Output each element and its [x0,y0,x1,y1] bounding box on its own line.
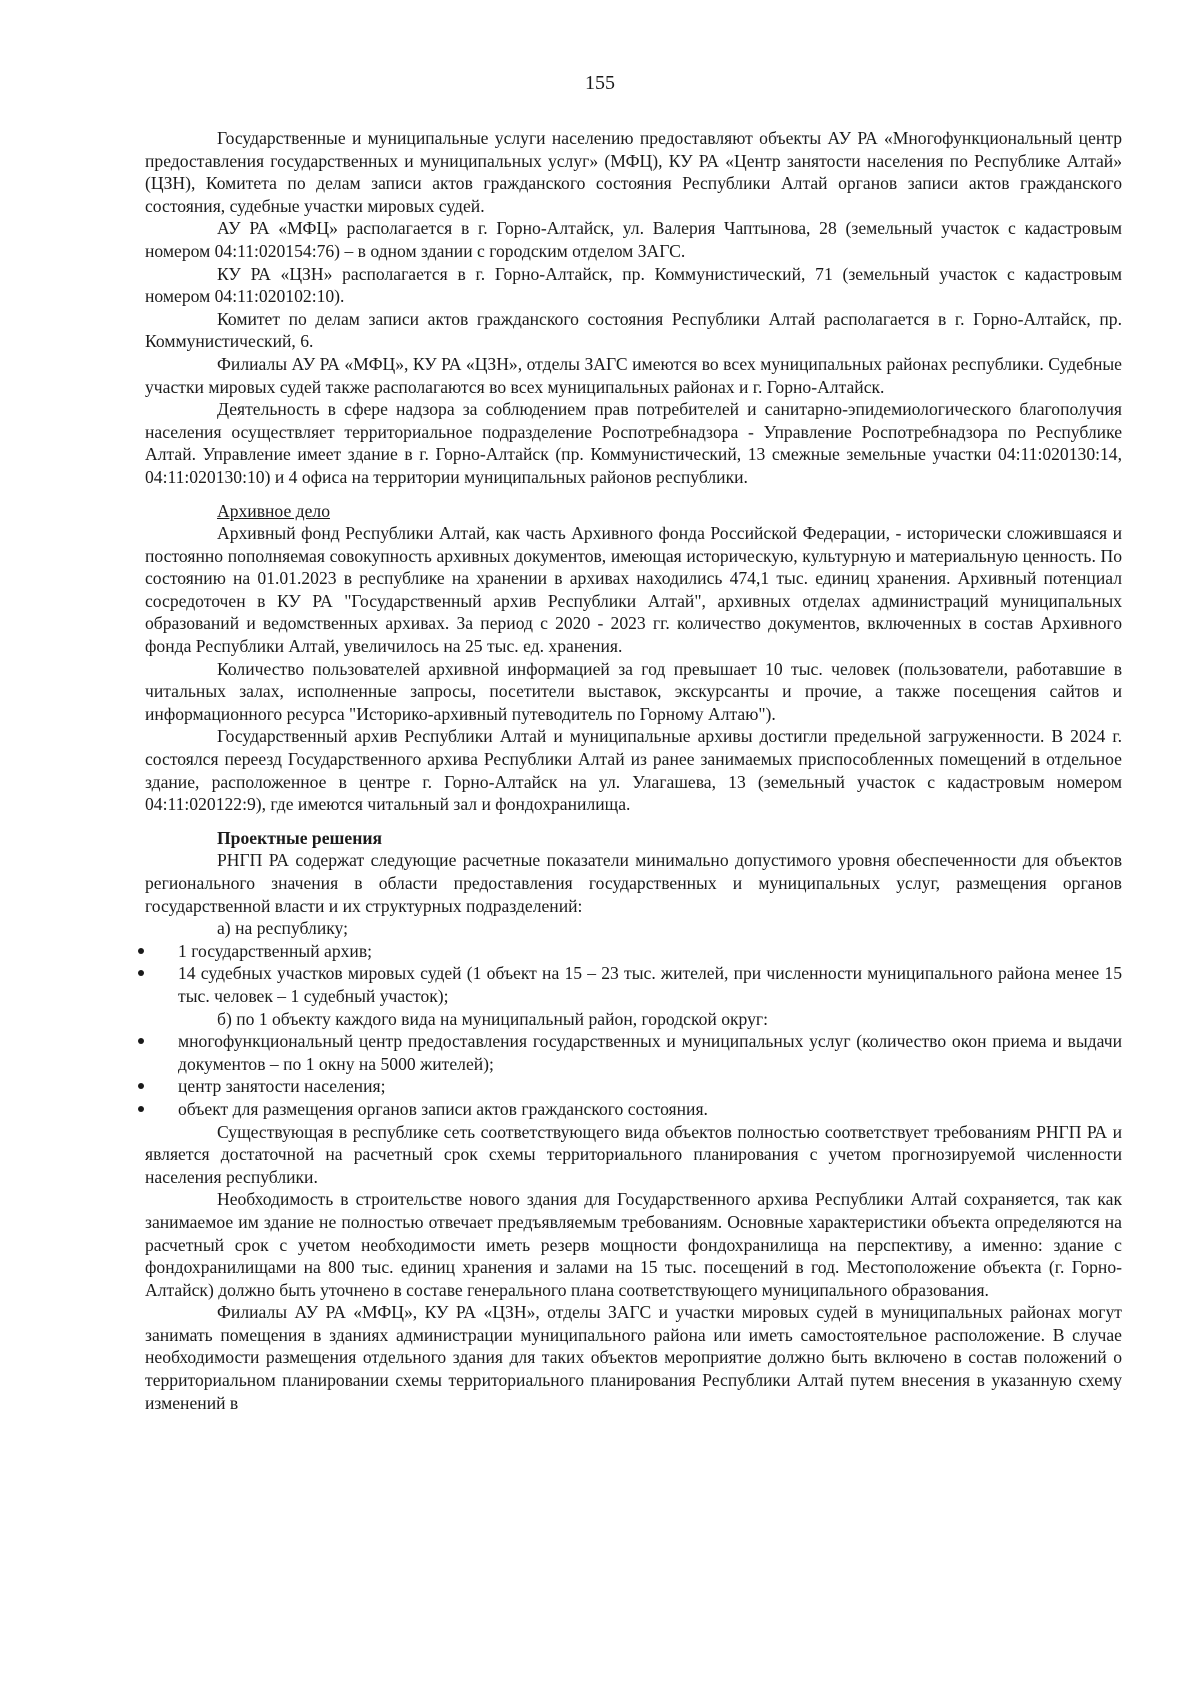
list-item-text: объект для размещения органов записи актов гражданского состояния. [178,1098,708,1119]
page-number: 155 [585,72,615,94]
intro-paragraph-6: Деятельность в сфере надзора за соблюдением прав потребителей и санитарно-эпидемиологического благополучия населения осуществляет территориальное подразделение Роспотребнадзора - Управление Роспотребнадзора по Республике Алтай. Управление имеет здание в г. Горно-Алтайск (пр. Коммунистический, 13 смежные земельные участки 04:11:020130:14, 04:11:020130:10) и 4 офиса на территории муниципальных районов республики. [145,399,1122,487]
list-item-text: многофункциональный центр предоставления государственных и муниципальных услуг (количество окон приема и выдачи документов – по 1 окну на 5000 жителей); [178,1031,1122,1074]
solutions-intro: РНГП РА содержат следующие расчетные показатели минимально допустимого уровня обеспеченности для объектов регионального значения в области предоставления государственных и муниципальных услуг, размещения органов государственной власти и их структурных подразделений: [145,850,1122,916]
solutions-sub-b: б) по 1 объекту каждого вида на муниципальный район, городской округ: [217,1008,769,1029]
archive-paragraph-1: Архивный фонд Республики Алтай, как часть Архивного фонда Российской Федерации, - исторически сложившаяся и постоянно пополняемая совокупность архивных документов, имеющая историческую, культурную и материальную ценность. По состоянию на 01.01.2023 в республике на хранении в архивах находились 474,1 тыс. единиц хранения. Архивный потенциал сосредоточен в КУ РА "Государственный архив Республики Алтай", архивных отделах администраций муниципальных образований и ведомственных архивах. За период с 2020 - 2023 гг. количество документов, включенных в состав Архивного фонда Республики Алтай, увеличилось на 25 тыс. ед. хранения. [145,523,1122,657]
list-item [145,940,1122,963]
list-item [145,1030,1122,1075]
list-item [145,962,1122,1007]
list-a [145,940,1122,1008]
list-item [145,1098,1122,1121]
intro-paragraph-2: АУ РА «МФЦ» располагается в г. Горно-Алтайск, ул. Валерия Чаптынова, 28 (земельный участок с кадастровым номером 04:11:020154:76) – в одном здании с городским отделом ЗАГС. [145,218,1122,261]
archive-paragraph-2: Количество пользователей архивной информацией за год превышает 10 тыс. человек (пользователи, работавшие в читальных залах, исполненные запросы, посетители выставок, экскурсанты и прочие, а также посещения сайтов и информационного ресурса "Историко-архивный путеводитель по Горному Алтаю"). [145,658,1122,724]
archive-paragraph-3: Государственный архив Республики Алтай и муниципальные архивы достигли предельной загруженности. В 2024 г. состоялся переезд Государственного архива Республики Алтай из ранее занимаемых приспособленных помещений в отдельное здание, расположенное в центре г. Горно-Алтайск на ул. Улагашева, 13 (земельный участок с кадастровым номером 04:11:020122:9), где имеются читальный зал и фондохранилища. [145,726,1122,815]
bullet-icon [138,970,144,976]
bullet-icon [138,1106,144,1112]
solutions-sub-a: а) на республику; [217,918,348,939]
intro-paragraph-3: КУ РА «ЦЗН» располагается в г. Горно-Алтайск, пр. Коммунистический, 71 (земельный участок с кадастровым номером 04:11:020102:10). [145,263,1122,307]
intro-paragraph-1: Государственные и муниципальные услуги населению предоставляют объекты АУ РА «Многофункциональный центр предоставления государственных и муниципальных услуг» (МФЦ), КУ РА «Центр занятости населения по Республике Алтай» (ЦЗН), Комитета по делам записи актов гражданского состояния Республики Алтай органов записи актов гражданского состояния, судебные участки мировых судей. [145,128,1122,216]
bullet-icon [138,1038,144,1044]
list-item-text: центр занятости населения; [178,1076,386,1097]
document-body [145,127,1122,1414]
solutions-paragraph-2: Необходимость в строительстве нового здания для Государственного архива Республики Алтай сохраняется, так как занимаемое им здание не полностью отвечает предъявляемым требованиям. Основные характеристики объекта определяются на расчетный срок с учетом необходимости иметь резерв мощности фондохранилища на перспективу, а именно: здание с фондохранилищами на 800 тыс. единиц хранения и залами на 15 тыс. посещений в год. Местоположение объекта (г. Горно-Алтайск) должно быть уточнено в составе генерального плана соответствующего муниципального образования. [145,1189,1122,1300]
archive-section-heading [145,500,1122,523]
solutions-heading: Проектные решения [217,827,382,848]
solutions-paragraph-1: Существующая в республике сеть соответствующего вида объектов полностью соответствует требованиям РНГП РА и является достаточной на расчетный срок схемы территориального планирования с учетом прогнозируемой численности населения республики. [145,1121,1122,1187]
archive-heading-text: Архивное дело [217,500,330,521]
solutions-paragraph-3: Филиалы АУ РА «МФЦ», КУ РА «ЦЗН», отделы ЗАГС и участки мировых судей в муниципальных районах могут занимать помещения в зданиях администрации муниципального района или иметь самостоятельное расположение. В случае необходимости размещения отдельного здания для таких объектов мероприятие должно быть включено в состав положений о территориальном планировании схемы территориального планирования Республики Алтай путем внесения в указанную схему изменений в [145,1302,1122,1413]
bullet-icon [138,1083,144,1089]
intro-paragraph-5: Филиалы АУ РА «МФЦ», КУ РА «ЦЗН», отделы ЗАГС имеются во всех муниципальных районах республики. Судебные участки мировых судей также располагаются во всех муниципальных районах и г. Горно-Алтайск. [145,353,1122,397]
list-item-text: 1 государственный архив; [178,940,373,961]
list-item-text: 14 судебных участков мировых судей (1 объект на 15 – 23 тыс. жителей, при численности муниципального района менее 15 тыс. человек – 1 судебный участок); [178,963,1122,1006]
list-item [145,1075,1122,1098]
intro-paragraph-4: Комитет по делам записи актов гражданского состояния Республики Алтай располагается в г. Горно-Алтайск, пр. Коммунистический, 6. [145,308,1122,352]
bullet-icon [138,948,144,954]
list-b [145,1030,1122,1120]
